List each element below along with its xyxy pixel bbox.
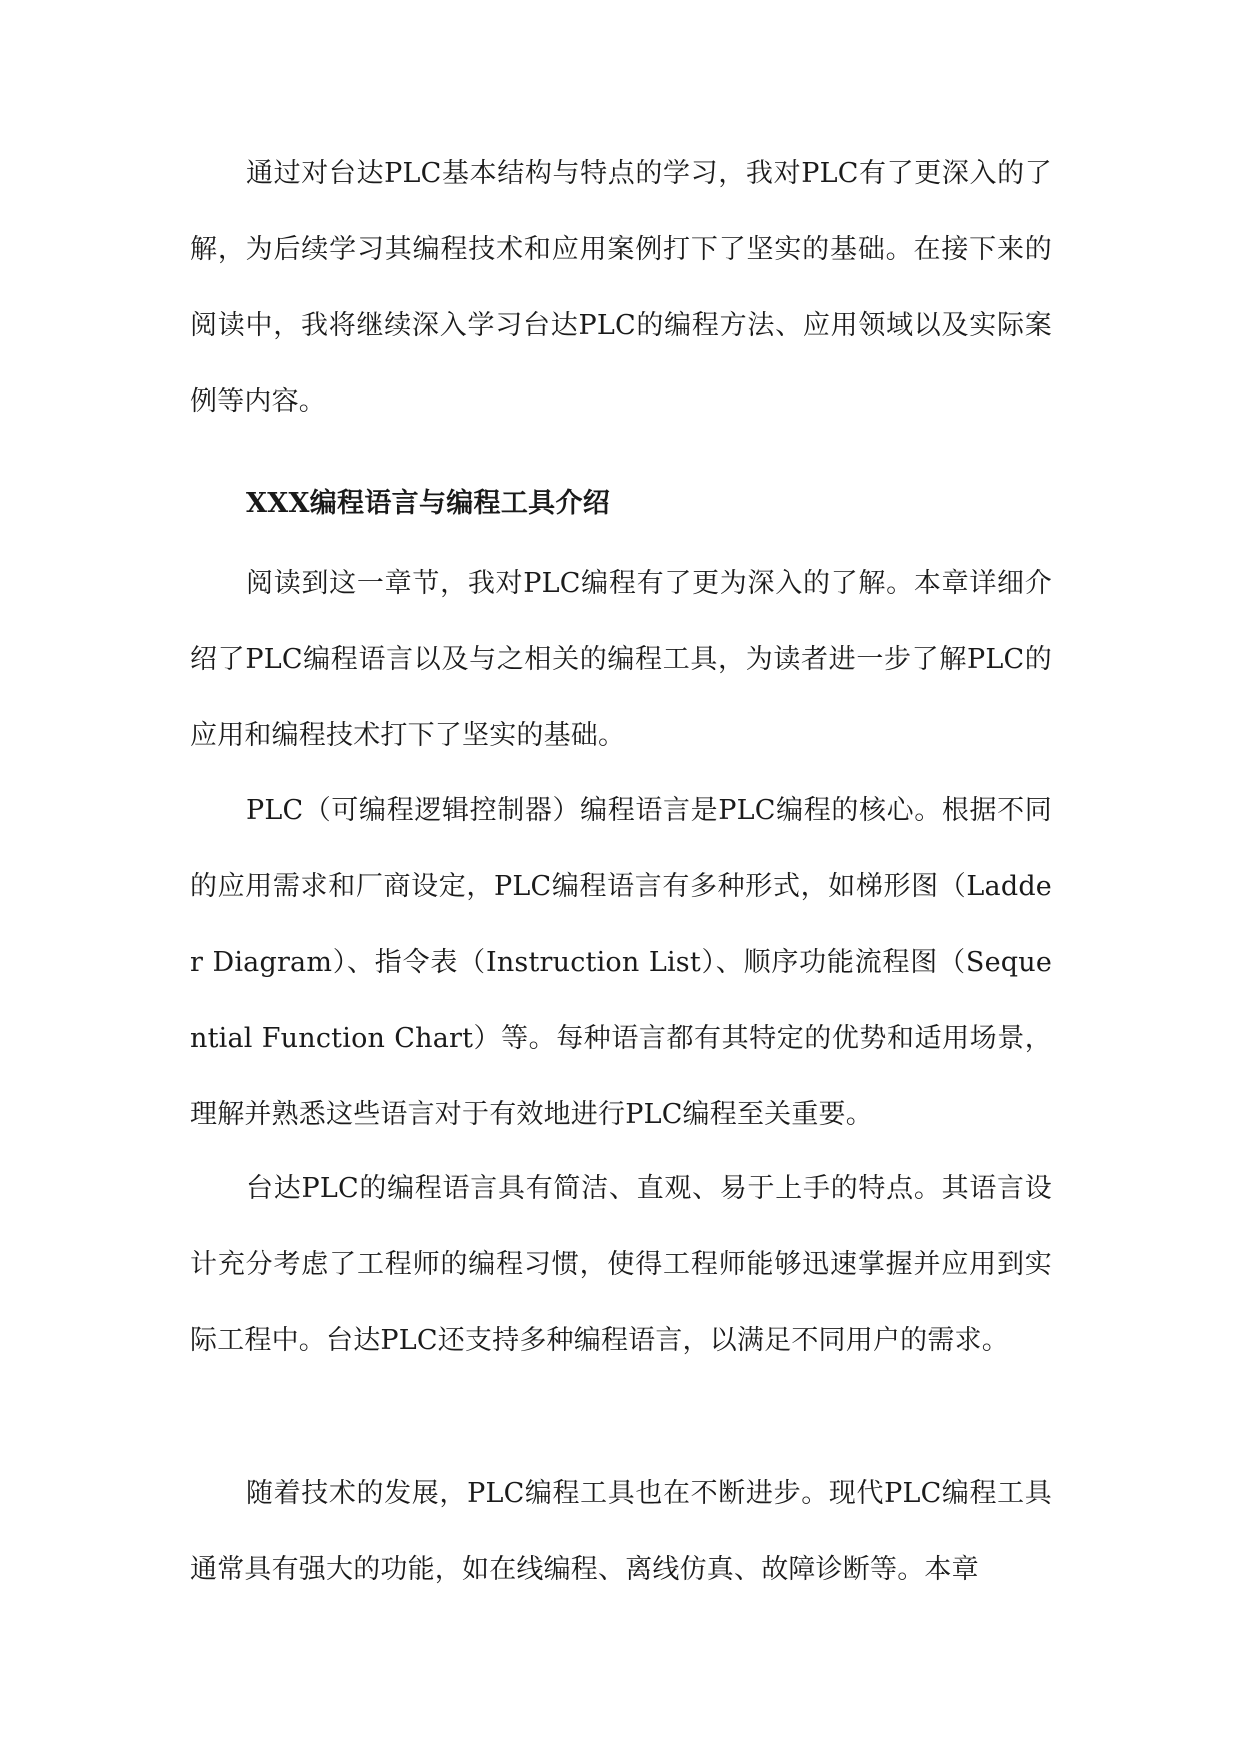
paragraph-intro-summary: 通过对台达PLC基本结构与特点的学习，我对PLC有了更深入的了解，为后续学习其编程技术和应用案例打下了坚实的基础。在接下来的阅读中，我将继续深入学习台达PLC的编程方法、应用领域以及实际案例等内容。 [190,158,1052,417]
paragraph-delta-languages: 台达PLC的编程语言具有简洁、直观、易于上手的特点。其语言设计充分考虑了工程师的编程习惯，使得工程师能够迅速掌握并应用到实际工程中。台达PLC还支持多种编程语言，以满足不同用户的需求。 [190,1173,1052,1356]
paragraph-plc-languages: PLC（可编程逻辑控制器）编程语言是PLC编程的核心。根据不同的应用需求和厂商设定，PLC编程语言有多种形式，如梯形图（Ladder Diagram）、指令表（Instruction List）、顺序功能流程图（Sequential Function Chart）等。每种语言都有其特定的优势和适用场景，理解并熟悉这些语言对于有效地进行PLC编程至关重要。 [190,795,1052,1130]
section-heading: XXX编程语言与编程工具介绍 [246,488,611,519]
paragraph-programming-tools: 随着技术的发展，PLC编程工具也在不断进步。现代PLC编程工具通常具有强大的功能，如在线编程、离线仿真、故障诊断等。本章 [190,1478,1052,1585]
paragraph-chapter-overview: 阅读到这一章节，我对PLC编程有了更为深入的了解。本章详细介绍了PLC编程语言以及与之相关的编程工具，为读者进一步了解PLC的应用和编程技术打下了坚实的基础。 [190,568,1053,751]
